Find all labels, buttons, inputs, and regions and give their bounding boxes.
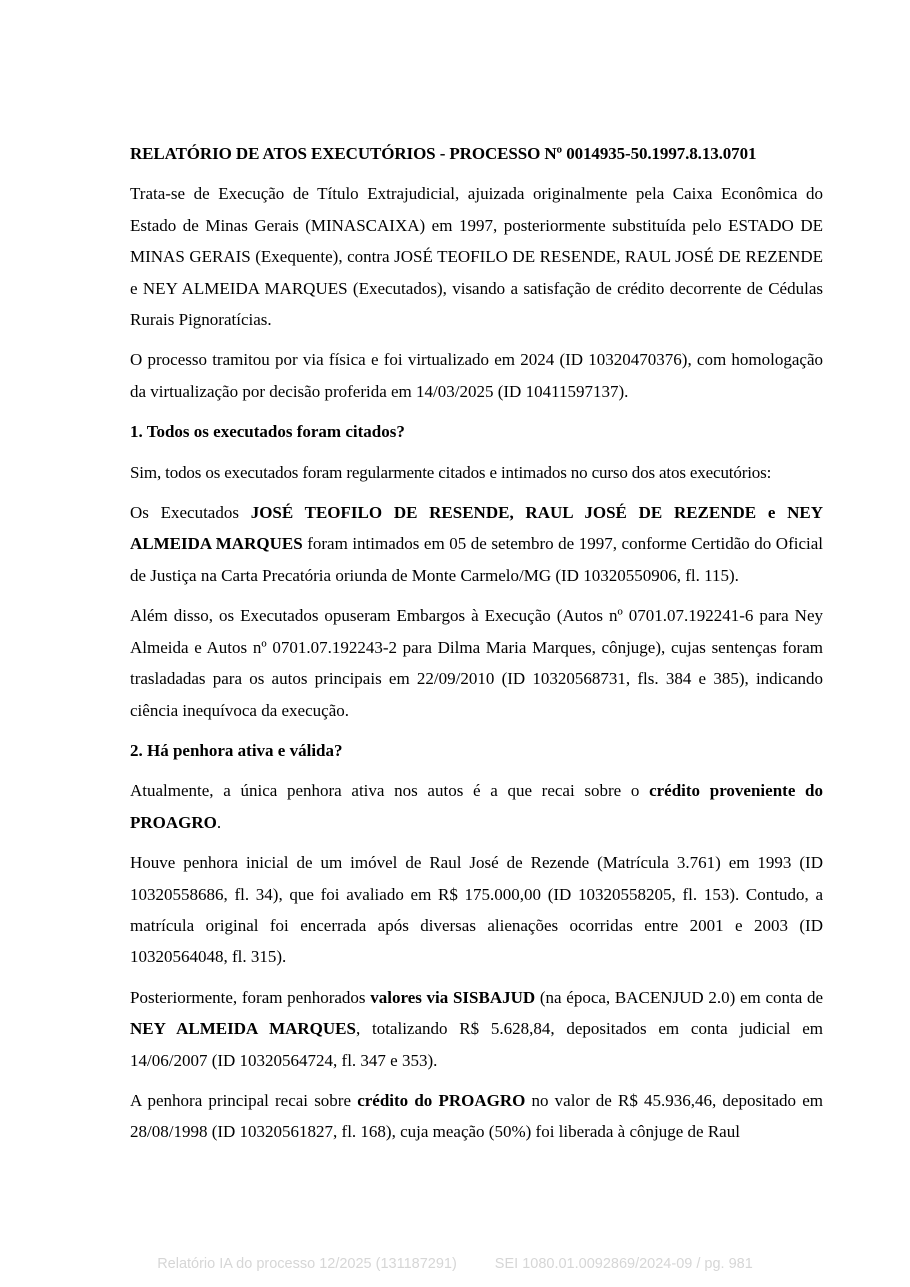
- text-span: Os Executados: [130, 503, 251, 523]
- section-2-heading: 2. Há penhora ativa e válida?: [130, 740, 343, 760]
- section-1-citation-paragraph: [130, 497, 823, 591]
- virtualization-paragraph: O processo tramitou por via física e foi virtualizado em 2024 (ID 10320470376), com homologação da virtualização por decisão proferida em 14/03/2025 (ID 10411597137).: [130, 350, 823, 401]
- proagro-credit-emphasis: crédito proveniente do PROAGRO: [130, 781, 823, 832]
- text-span: no valor de R$ 45.936,46, depositado em 28/08/1998 (ID 10320561827, fl. 168), cuja meação (50%) foi liberada à cônjuge de Raul: [130, 1090, 823, 1142]
- footer-report-label: Relatório IA do processo 12/2025 (131187291): [157, 1256, 457, 1272]
- text-span: Atualmente, a única penhora ativa nos autos é a que recai sobre o: [130, 781, 650, 801]
- sisbajud-emphasis: valores via SISBAJUD: [370, 987, 536, 1007]
- section-1-answer: Sim, todos os executados foram regularmente citados e intimados no curso dos atos executórios:: [130, 462, 772, 482]
- intro-paragraph: Trata-se de Execução de Título Extrajudicial, ajuizada originalmente pela Caixa Econômica do Estado de Minas Gerais (MINASCAIXA) em 1997, posteriormente substituída pelo ESTADO DE MINAS GERAIS (Exequente), contra JOSÉ TEOFILO DE RESENDE, RAUL JOSÉ DE REZENDE e NEY ALMEIDA MARQUES (Executados), visando a satisfação de crédito decorrente de Cédulas Rurais Pignoratícias.: [130, 184, 823, 330]
- section-1-heading: 1. Todos os executados foram citados?: [130, 422, 405, 442]
- text-span: foram intimados em 05 de setembro de 1997, conforme Certidão do Oficial de Justiça na Carta Precatória oriunda de Monte Carmelo/MG (ID 10320550906, fl. 115).: [130, 534, 824, 585]
- proagro-emphasis: crédito do PROAGRO: [357, 1090, 526, 1110]
- text-span: (na época, BACENJUD 2.0) em conta de: [535, 987, 823, 1007]
- text-span: A penhora principal recai sobre: [130, 1090, 358, 1110]
- page-footer: [0, 1256, 910, 1272]
- section-2-active-penhora-paragraph: [130, 775, 823, 838]
- text-span: Posteriormente, foram penhorados: [130, 987, 371, 1007]
- text-span: .: [216, 812, 222, 832]
- text-span: , totalizando R$ 5.628,84, depositados em conta judicial em 14/06/2007 (ID 10320564724, fl. 347 e 353).: [130, 1019, 823, 1070]
- document-title: RELATÓRIO DE ATOS EXECUTÓRIOS - PROCESSO Nº 0014935-50.1997.8.13.0701: [130, 144, 757, 163]
- section-2-property-paragraph: Houve penhora inicial de um imóvel de Raul José de Rezende (Matrícula 3.761) em 1993 (ID 10320558686, fl. 34), que foi avaliado em R$ 175.000,00 (ID 10320558205, fl. 153). Contudo, a matrícula original foi encerrada após diversas alienações ocorridas entre 2001 e 2003 (ID 10320564048, fl. 315).: [130, 853, 823, 967]
- footer-sei-page-number: SEI 1080.01.0092869/2024-09 / pg. 981: [494, 1256, 753, 1272]
- section-2-sisbajud-paragraph: [130, 982, 823, 1076]
- section-1-embargos-paragraph: Além disso, os Executados opuseram Embargos à Execução (Autos nº 0701.07.192241-6 para Ney Almeida e Autos nº 0701.07.192243-2 para Dilma Maria Marques, cônjuge), cujas sentenças foram trasladadas para os autos principais em 22/09/2010 (ID 10320568731, fls. 384 e 385), indicando ciência inequívoca da execução.: [130, 606, 823, 720]
- section-2-proagro-paragraph: [130, 1085, 823, 1148]
- account-holder-emphasis: NEY ALMEIDA MARQUES: [130, 1019, 356, 1039]
- executed-parties-names: JOSÉ TEOFILO DE RESENDE, RAUL JOSÉ DE REZENDE e NEY ALMEIDA MARQUES: [130, 503, 823, 554]
- document-body: [130, 138, 823, 1157]
